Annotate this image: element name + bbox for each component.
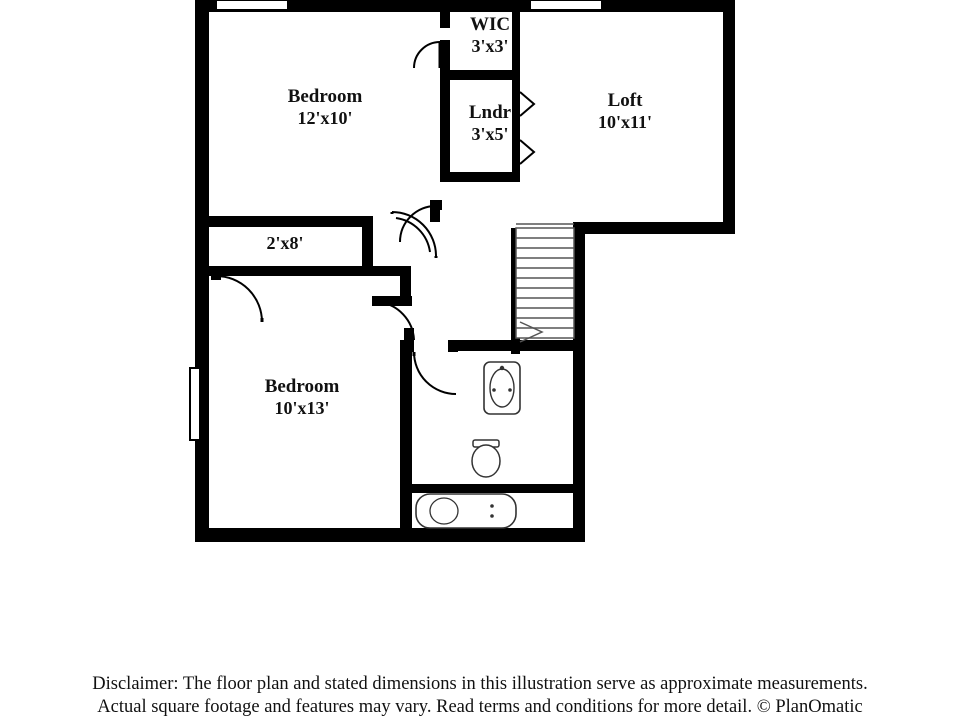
room-dimensions: 12'x10' (297, 107, 353, 128)
stairs-icon (516, 224, 574, 342)
room-label-bedroom2 (222, 376, 382, 419)
disclaimer-line-1: Disclaimer: The floor plan and stated dimensions in this illustration serve as approximate measurements. (92, 674, 868, 694)
room-label-bedroom1 (245, 86, 405, 129)
room-name: Bedroom (287, 86, 363, 107)
room-dimensions: 2'x8' (266, 233, 304, 253)
room-label-lndr (435, 102, 545, 145)
room-dimensions: 10'x11' (597, 111, 652, 132)
room-name: Loft (607, 90, 643, 111)
room-dimensions: 3'x5' (471, 123, 509, 144)
bathroom-sink-icon (484, 362, 520, 414)
room-name: Bedroom (264, 376, 340, 397)
disclaimer-text (0, 672, 960, 720)
bathtub-icon (416, 494, 516, 528)
room-name: WIC (469, 14, 511, 35)
room-dimensions: 3'x3' (471, 35, 509, 56)
room-dimensions: 10'x13' (274, 397, 330, 418)
room-name: Lndr (468, 102, 512, 123)
toilet-icon (472, 440, 500, 477)
disclaimer-line-2: Actual square footage and features may vary. Read terms and conditions for more detail. © PlanOmatic (97, 696, 863, 717)
room-label-closet (220, 233, 350, 254)
room-label-wic (435, 14, 545, 57)
room-label-loft (545, 90, 705, 133)
